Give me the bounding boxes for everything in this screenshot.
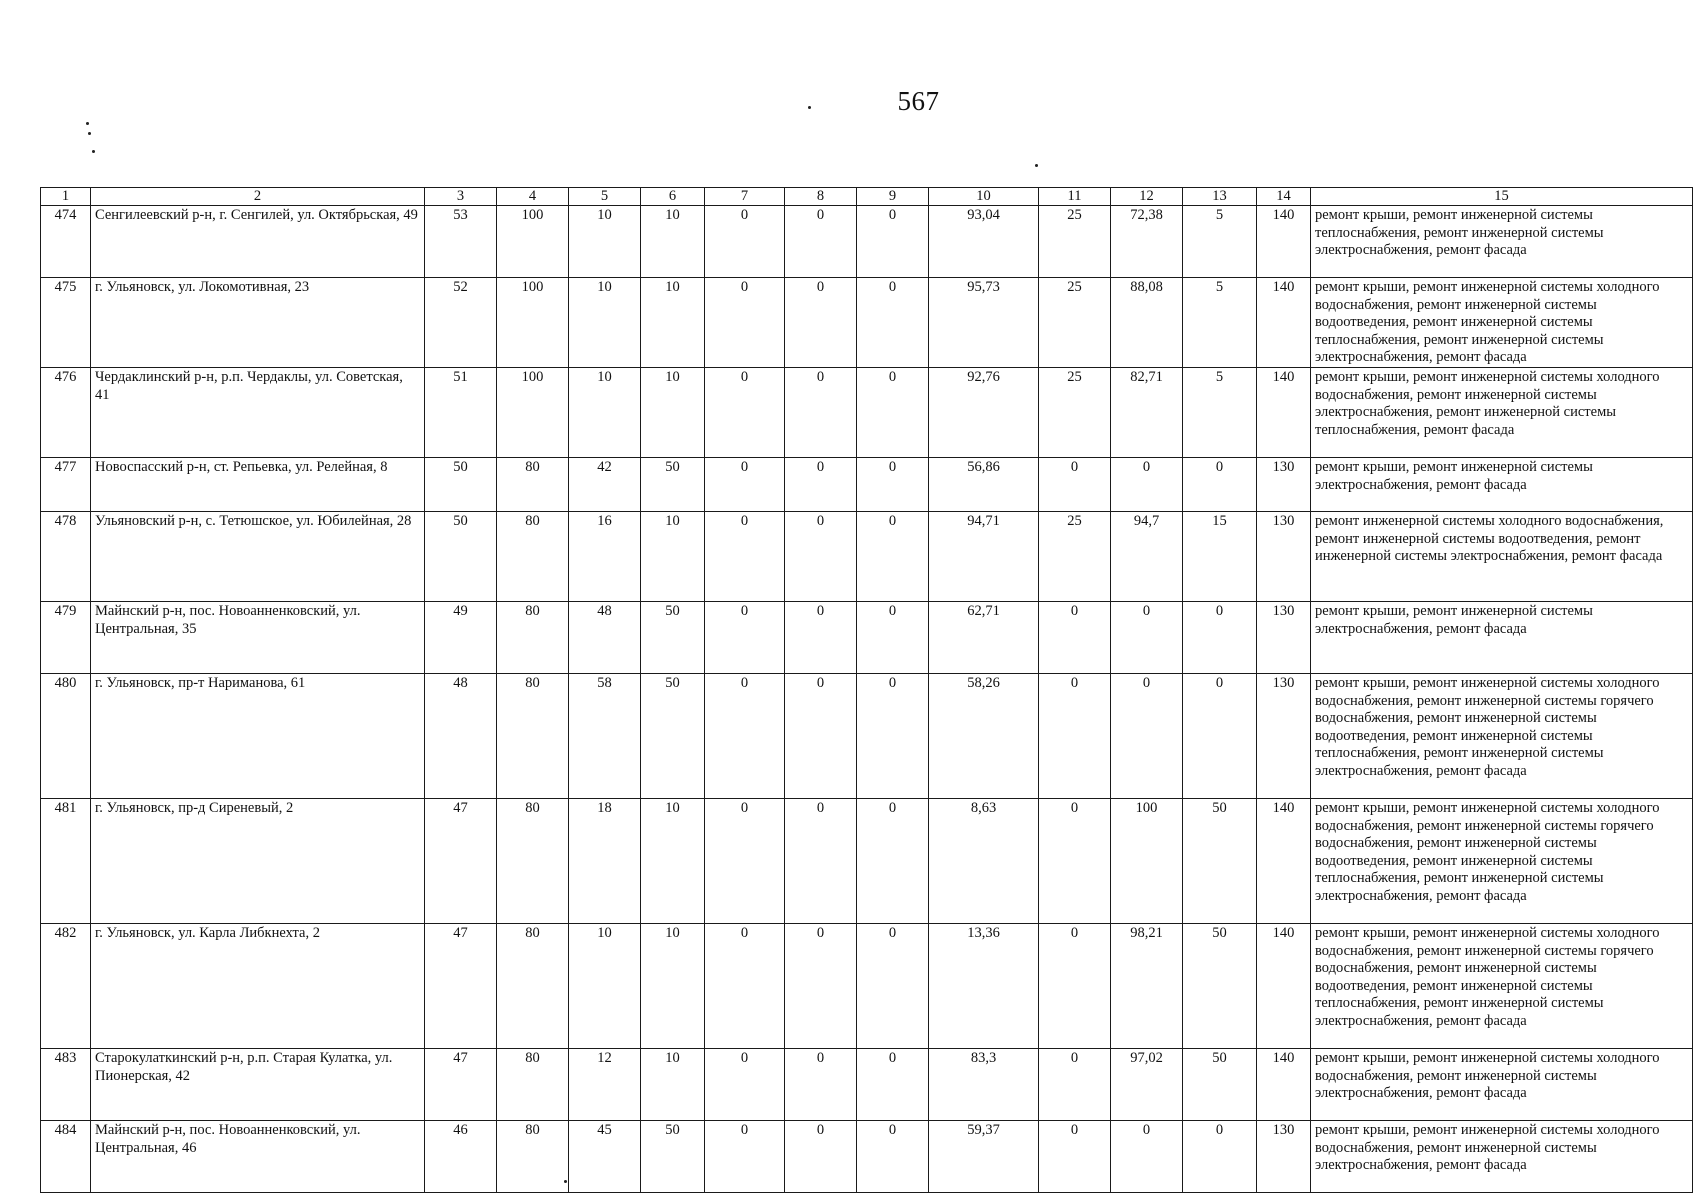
value-cell: 50 xyxy=(641,458,705,512)
value-cell: 12 xyxy=(569,1049,641,1121)
value-cell: 0 xyxy=(1111,1121,1183,1193)
scan-speck xyxy=(86,122,89,125)
value-cell: 25 xyxy=(1039,368,1111,458)
table-row xyxy=(41,458,1693,512)
value-cell: 10 xyxy=(641,799,705,924)
value-cell: 0 xyxy=(1039,674,1111,799)
value-cell: 0 xyxy=(857,278,929,368)
value-cell: 0 xyxy=(857,674,929,799)
page-number-text: 567 xyxy=(897,86,940,116)
work-types-cell: ремонт крыши, ремонт инженерной системы электроснабжения, ремонт фасада xyxy=(1311,602,1693,674)
value-cell: 59,37 xyxy=(929,1121,1039,1193)
value-cell: 92,76 xyxy=(929,368,1039,458)
value-cell: 140 xyxy=(1257,368,1311,458)
value-cell: 25 xyxy=(1039,206,1111,278)
value-cell: 83,3 xyxy=(929,1049,1039,1121)
value-cell: 140 xyxy=(1257,799,1311,924)
value-cell: 80 xyxy=(497,1049,569,1121)
value-cell: 42 xyxy=(569,458,641,512)
value-cell: 0 xyxy=(705,1121,785,1193)
row-number-cell: 480 xyxy=(41,674,91,799)
value-cell: 0 xyxy=(785,1121,857,1193)
value-cell: 0 xyxy=(857,602,929,674)
value-cell: 130 xyxy=(1257,602,1311,674)
table-row xyxy=(41,368,1693,458)
header-row xyxy=(41,188,1693,206)
value-cell: 25 xyxy=(1039,512,1111,602)
row-number-cell: 482 xyxy=(41,924,91,1049)
value-cell: 47 xyxy=(425,799,497,924)
value-cell: 50 xyxy=(1183,924,1257,1049)
value-cell: 0 xyxy=(1111,674,1183,799)
work-types-cell: ремонт инженерной системы холодного водоснабжения, ремонт инженерной системы водоотведения, ремонт инженерной системы электроснабжения, ремонт фасада xyxy=(1311,512,1693,602)
page-number xyxy=(0,86,1697,117)
value-cell: 140 xyxy=(1257,206,1311,278)
value-cell: 100 xyxy=(497,278,569,368)
value-cell: 0 xyxy=(785,924,857,1049)
value-cell: 0 xyxy=(785,458,857,512)
value-cell: 0 xyxy=(705,278,785,368)
work-types-cell: ремонт крыши, ремонт инженерной системы холодного водоснабжения, ремонт инженерной системы горячего водоснабжения, ремонт инженерной системы водоотведения, ремонт инженерной системы теплоснабжения, ремонт инженерной системы электроснабжения, ремонт фасада xyxy=(1311,924,1693,1049)
value-cell: 94,7 xyxy=(1111,512,1183,602)
header-cell: 10 xyxy=(929,188,1039,206)
value-cell: 0 xyxy=(705,799,785,924)
row-number-cell: 483 xyxy=(41,1049,91,1121)
value-cell: 10 xyxy=(641,924,705,1049)
value-cell: 0 xyxy=(785,206,857,278)
value-cell: 5 xyxy=(1183,368,1257,458)
header-cell: 14 xyxy=(1257,188,1311,206)
work-types-cell: ремонт крыши, ремонт инженерной системы холодного водоснабжения, ремонт инженерной системы электроснабжения, ремонт инженерной системы теплоснабжения, ремонт фасада xyxy=(1311,368,1693,458)
value-cell: 10 xyxy=(641,1049,705,1121)
address-cell: Новоспасский р-н, ст. Репьевка, ул. Релейная, 8 xyxy=(91,458,425,512)
header-cell: 8 xyxy=(785,188,857,206)
value-cell: 0 xyxy=(1111,458,1183,512)
work-types-cell: ремонт крыши, ремонт инженерной системы холодного водоснабжения, ремонт инженерной системы горячего водоснабжения, ремонт инженерной системы водоотведения, ремонт инженерной системы теплоснабжения, ремонт инженерной системы электроснабжения, ремонт фасада xyxy=(1311,674,1693,799)
value-cell: 130 xyxy=(1257,1121,1311,1193)
value-cell: 0 xyxy=(785,1049,857,1121)
value-cell: 80 xyxy=(497,602,569,674)
header-cell: 15 xyxy=(1311,188,1693,206)
value-cell: 0 xyxy=(857,368,929,458)
value-cell: 0 xyxy=(785,799,857,924)
header-cell: 5 xyxy=(569,188,641,206)
table-row xyxy=(41,206,1693,278)
value-cell: 50 xyxy=(641,674,705,799)
value-cell: 0 xyxy=(1039,924,1111,1049)
table-row xyxy=(41,924,1693,1049)
header-cell: 7 xyxy=(705,188,785,206)
address-cell: г. Ульяновск, пр-т Нариманова, 61 xyxy=(91,674,425,799)
row-number-cell: 477 xyxy=(41,458,91,512)
value-cell: 10 xyxy=(641,278,705,368)
value-cell: 0 xyxy=(1183,1121,1257,1193)
value-cell: 0 xyxy=(705,206,785,278)
value-cell: 100 xyxy=(497,206,569,278)
value-cell: 0 xyxy=(785,674,857,799)
value-cell: 5 xyxy=(1183,278,1257,368)
row-number-cell: 474 xyxy=(41,206,91,278)
value-cell: 98,21 xyxy=(1111,924,1183,1049)
value-cell: 0 xyxy=(705,368,785,458)
header-cell: 12 xyxy=(1111,188,1183,206)
header-cell: 6 xyxy=(641,188,705,206)
value-cell: 80 xyxy=(497,674,569,799)
value-cell: 8,63 xyxy=(929,799,1039,924)
value-cell: 51 xyxy=(425,368,497,458)
value-cell: 0 xyxy=(705,512,785,602)
value-cell: 15 xyxy=(1183,512,1257,602)
value-cell: 0 xyxy=(857,924,929,1049)
table-row xyxy=(41,674,1693,799)
header-cell: 1 xyxy=(41,188,91,206)
value-cell: 140 xyxy=(1257,278,1311,368)
value-cell: 0 xyxy=(857,1121,929,1193)
work-types-cell: ремонт крыши, ремонт инженерной системы теплоснабжения, ремонт инженерной системы электроснабжения, ремонт фасада xyxy=(1311,206,1693,278)
value-cell: 0 xyxy=(857,206,929,278)
value-cell: 0 xyxy=(1039,1049,1111,1121)
value-cell: 50 xyxy=(641,602,705,674)
value-cell: 0 xyxy=(705,602,785,674)
work-types-cell: ремонт крыши, ремонт инженерной системы электроснабжения, ремонт фасада xyxy=(1311,458,1693,512)
value-cell: 0 xyxy=(785,602,857,674)
row-number-cell: 481 xyxy=(41,799,91,924)
value-cell: 50 xyxy=(1183,1049,1257,1121)
value-cell: 72,38 xyxy=(1111,206,1183,278)
value-cell: 80 xyxy=(497,458,569,512)
value-cell: 58 xyxy=(569,674,641,799)
value-cell: 62,71 xyxy=(929,602,1039,674)
value-cell: 0 xyxy=(1039,458,1111,512)
value-cell: 10 xyxy=(569,278,641,368)
row-number-cell: 475 xyxy=(41,278,91,368)
value-cell: 5 xyxy=(1183,206,1257,278)
value-cell: 0 xyxy=(1183,458,1257,512)
value-cell: 0 xyxy=(785,278,857,368)
value-cell: 93,04 xyxy=(929,206,1039,278)
value-cell: 0 xyxy=(857,799,929,924)
value-cell: 50 xyxy=(1183,799,1257,924)
value-cell: 47 xyxy=(425,924,497,1049)
value-cell: 47 xyxy=(425,1049,497,1121)
work-types-cell: ремонт крыши, ремонт инженерной системы холодного водоснабжения, ремонт инженерной системы электроснабжения, ремонт фасада xyxy=(1311,1049,1693,1121)
value-cell: 50 xyxy=(425,512,497,602)
header-cell: 3 xyxy=(425,188,497,206)
value-cell: 0 xyxy=(857,1049,929,1121)
table-body xyxy=(41,206,1693,1193)
header-cell: 9 xyxy=(857,188,929,206)
scan-speck xyxy=(808,106,811,109)
value-cell: 0 xyxy=(1183,602,1257,674)
value-cell: 97,02 xyxy=(1111,1049,1183,1121)
value-cell: 10 xyxy=(641,512,705,602)
address-cell: г. Ульяновск, пр-д Сиреневый, 2 xyxy=(91,799,425,924)
value-cell: 10 xyxy=(569,924,641,1049)
value-cell: 18 xyxy=(569,799,641,924)
repair-registry-table xyxy=(40,187,1693,1193)
value-cell: 49 xyxy=(425,602,497,674)
value-cell: 0 xyxy=(1183,674,1257,799)
value-cell: 0 xyxy=(705,458,785,512)
value-cell: 13,36 xyxy=(929,924,1039,1049)
value-cell: 46 xyxy=(425,1121,497,1193)
value-cell: 0 xyxy=(1039,602,1111,674)
table-row xyxy=(41,799,1693,924)
scan-speck xyxy=(1035,164,1038,167)
value-cell: 80 xyxy=(497,924,569,1049)
value-cell: 58,26 xyxy=(929,674,1039,799)
value-cell: 0 xyxy=(705,924,785,1049)
value-cell: 0 xyxy=(857,458,929,512)
address-cell: Старокулаткинский р-н, р.п. Старая Кулатка, ул. Пионерская, 42 xyxy=(91,1049,425,1121)
row-number-cell: 478 xyxy=(41,512,91,602)
value-cell: 56,86 xyxy=(929,458,1039,512)
value-cell: 10 xyxy=(569,368,641,458)
value-cell: 0 xyxy=(1039,1121,1111,1193)
value-cell: 10 xyxy=(569,206,641,278)
address-cell: Майнский р-н, пос. Новоанненковский, ул. Центральная, 35 xyxy=(91,602,425,674)
table-row xyxy=(41,602,1693,674)
work-types-cell: ремонт крыши, ремонт инженерной системы холодного водоснабжения, ремонт инженерной системы водоотведения, ремонт инженерной системы теплоснабжения, ремонт инженерной системы электроснабжения, ремонт фасада xyxy=(1311,278,1693,368)
value-cell: 50 xyxy=(641,1121,705,1193)
value-cell: 95,73 xyxy=(929,278,1039,368)
address-cell: Ульяновский р-н, с. Тетюшское, ул. Юбилейная, 28 xyxy=(91,512,425,602)
value-cell: 25 xyxy=(1039,278,1111,368)
row-number-cell: 479 xyxy=(41,602,91,674)
value-cell: 130 xyxy=(1257,512,1311,602)
value-cell: 52 xyxy=(425,278,497,368)
value-cell: 0 xyxy=(785,512,857,602)
value-cell: 82,71 xyxy=(1111,368,1183,458)
value-cell: 0 xyxy=(1111,602,1183,674)
value-cell: 0 xyxy=(857,512,929,602)
value-cell: 94,71 xyxy=(929,512,1039,602)
row-number-cell: 484 xyxy=(41,1121,91,1193)
value-cell: 53 xyxy=(425,206,497,278)
value-cell: 140 xyxy=(1257,924,1311,1049)
header-cell: 2 xyxy=(91,188,425,206)
address-cell: г. Ульяновск, ул. Карла Либкнехта, 2 xyxy=(91,924,425,1049)
value-cell: 0 xyxy=(705,674,785,799)
value-cell: 50 xyxy=(425,458,497,512)
value-cell: 0 xyxy=(1039,799,1111,924)
value-cell: 80 xyxy=(497,1121,569,1193)
row-number-cell: 476 xyxy=(41,368,91,458)
header-cell: 4 xyxy=(497,188,569,206)
work-types-cell: ремонт крыши, ремонт инженерной системы холодного водоснабжения, ремонт инженерной системы горячего водоснабжения, ремонт инженерной системы водоотведения, ремонт инженерной системы теплоснабжения, ремонт инженерной системы электроснабжения, ремонт фасада xyxy=(1311,799,1693,924)
table-row xyxy=(41,512,1693,602)
value-cell: 48 xyxy=(569,602,641,674)
value-cell: 100 xyxy=(497,368,569,458)
value-cell: 0 xyxy=(785,368,857,458)
address-cell: Майнский р-н, пос. Новоанненковский, ул. Центральная, 46 xyxy=(91,1121,425,1193)
value-cell: 10 xyxy=(641,206,705,278)
header-cell: 13 xyxy=(1183,188,1257,206)
table-row xyxy=(41,1121,1693,1193)
work-types-cell: ремонт крыши, ремонт инженерной системы холодного водоснабжения, ремонт инженерной системы электроснабжения, ремонт фасада xyxy=(1311,1121,1693,1193)
value-cell: 130 xyxy=(1257,458,1311,512)
value-cell: 0 xyxy=(705,1049,785,1121)
address-cell: Сенгилеевский р-н, г. Сенгилей, ул. Октябрьская, 49 xyxy=(91,206,425,278)
value-cell: 48 xyxy=(425,674,497,799)
table-row xyxy=(41,1049,1693,1121)
value-cell: 10 xyxy=(641,368,705,458)
value-cell: 16 xyxy=(569,512,641,602)
value-cell: 80 xyxy=(497,799,569,924)
scan-speck xyxy=(88,132,91,135)
address-cell: г. Ульяновск, ул. Локомотивная, 23 xyxy=(91,278,425,368)
value-cell: 80 xyxy=(497,512,569,602)
value-cell: 45 xyxy=(569,1121,641,1193)
scan-speck xyxy=(92,150,95,153)
value-cell: 100 xyxy=(1111,799,1183,924)
header-cell: 11 xyxy=(1039,188,1111,206)
address-cell: Чердаклинский р-н, р.п. Чердаклы, ул. Советская, 41 xyxy=(91,368,425,458)
value-cell: 88,08 xyxy=(1111,278,1183,368)
value-cell: 140 xyxy=(1257,1049,1311,1121)
value-cell: 130 xyxy=(1257,674,1311,799)
table-row xyxy=(41,278,1693,368)
